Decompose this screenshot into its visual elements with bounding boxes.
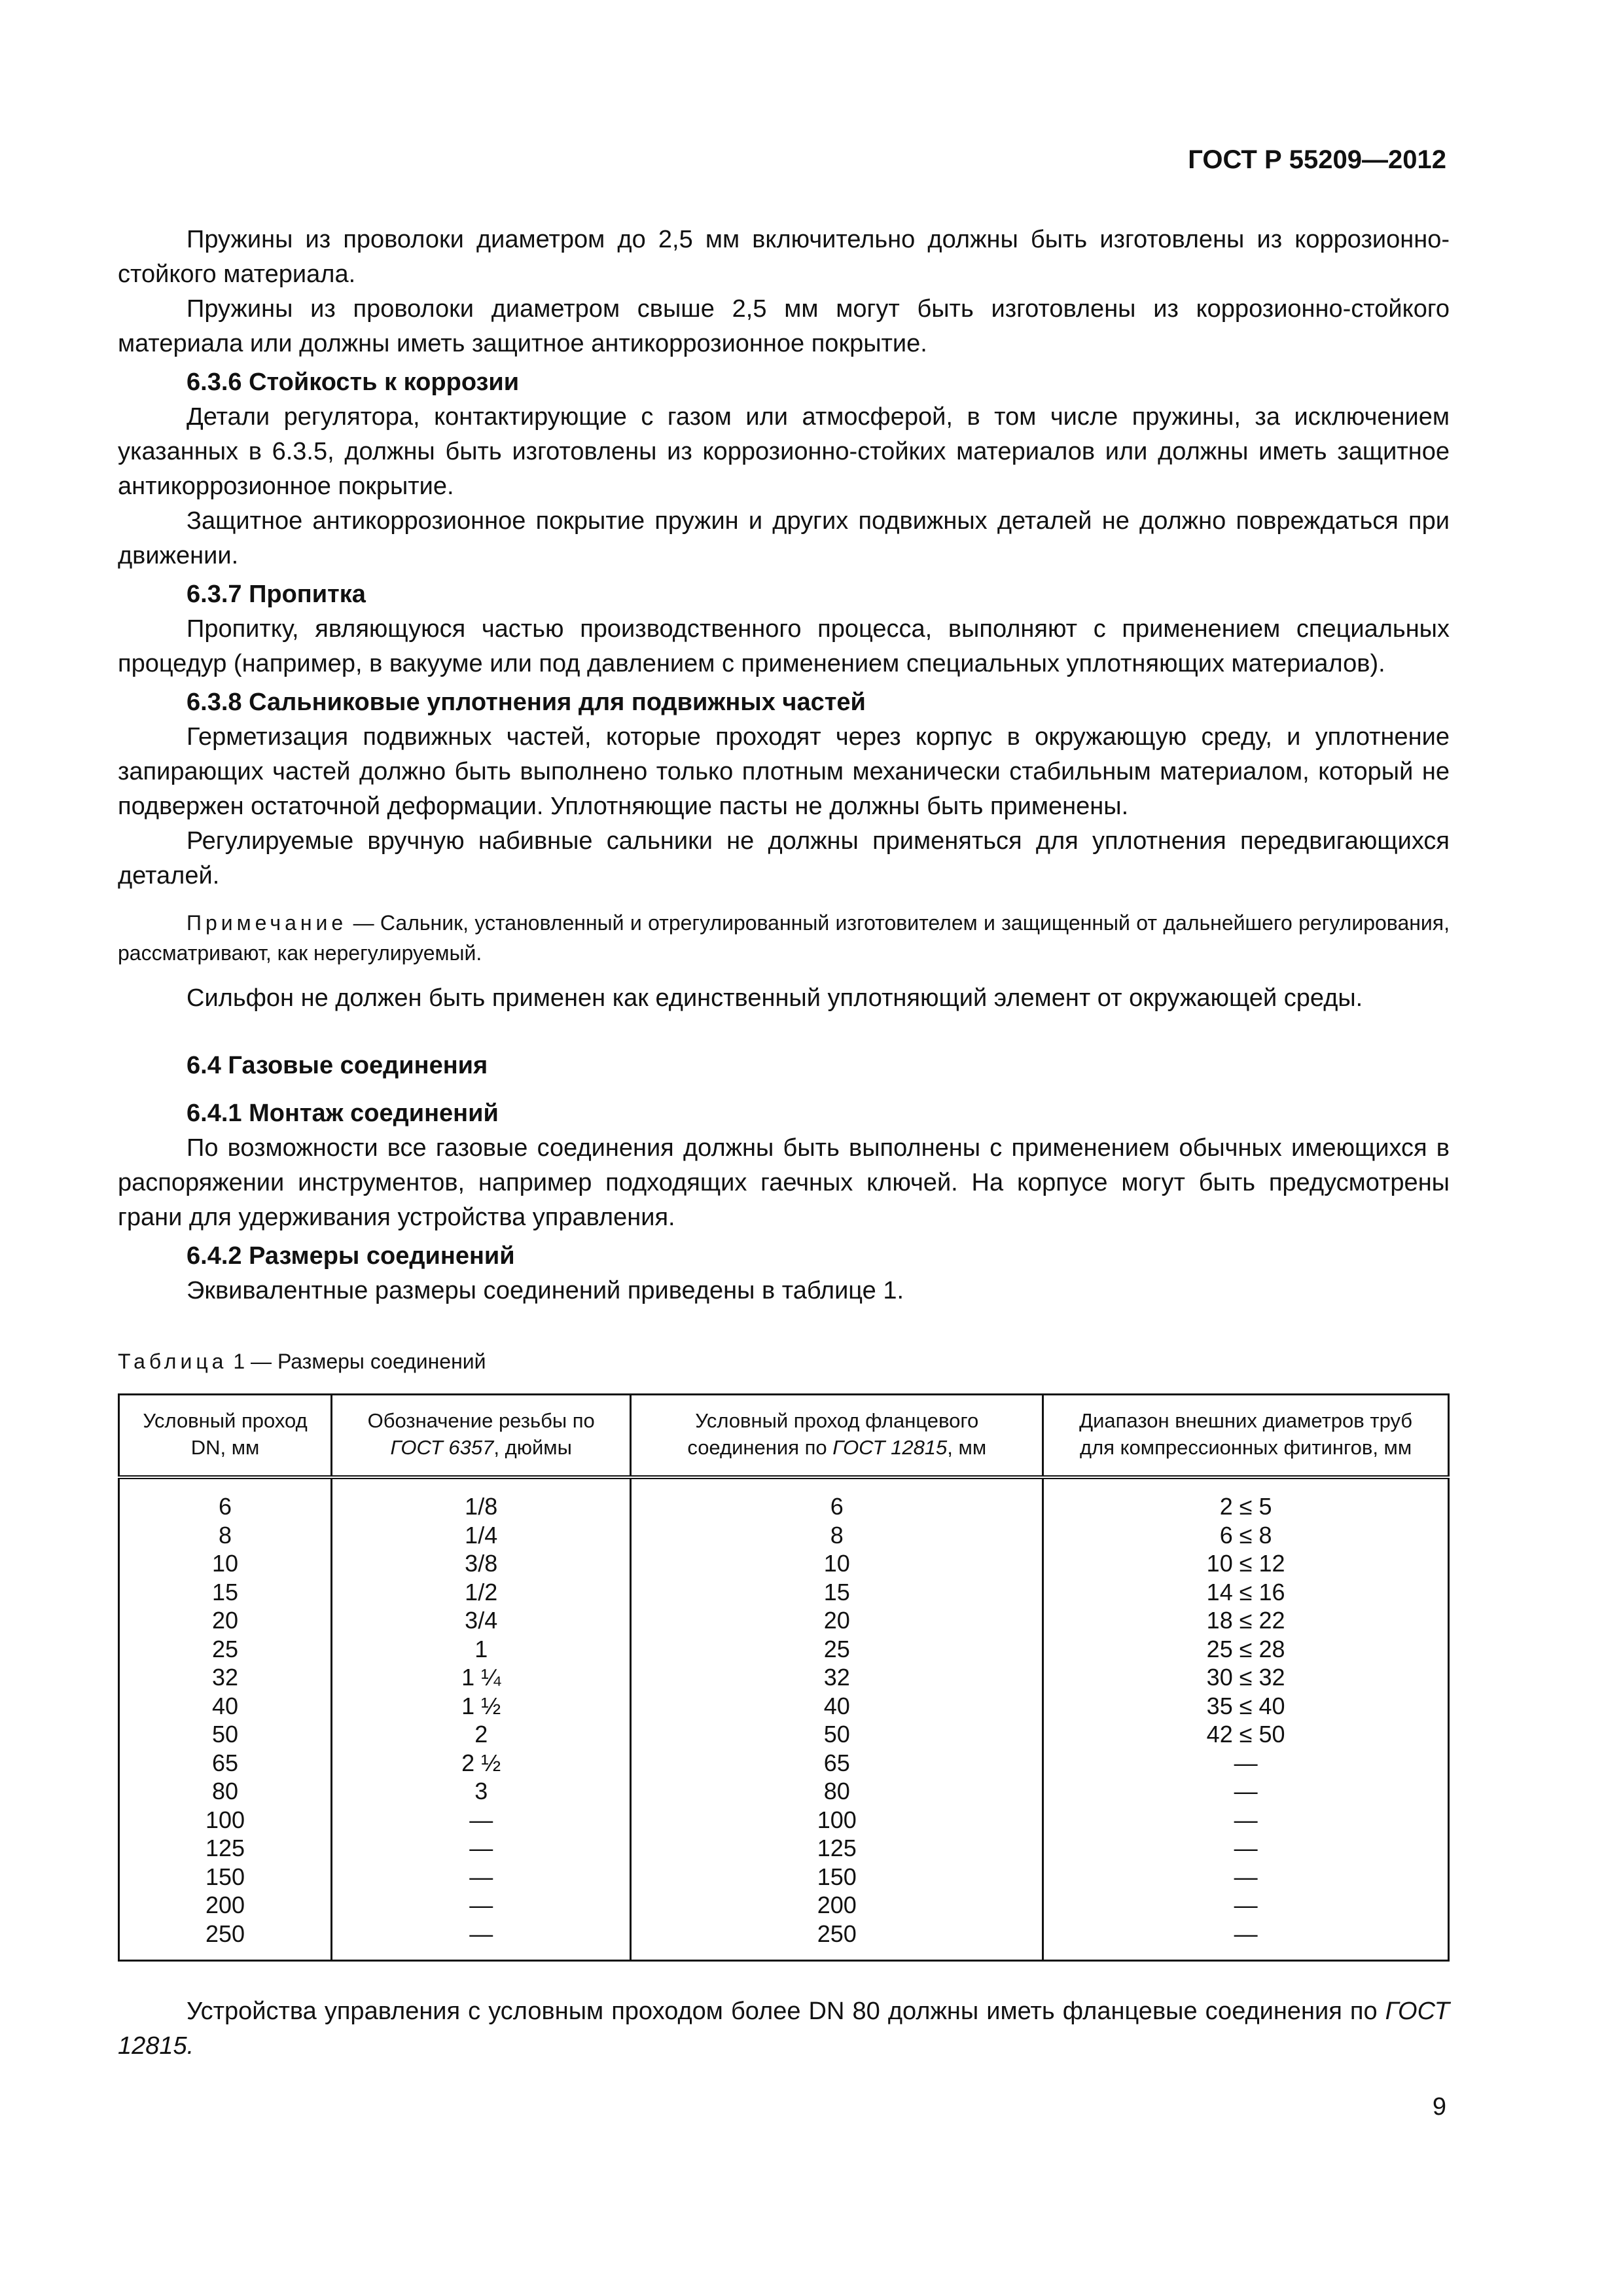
table-row [119, 1521, 1449, 1550]
table-cell: 32 [631, 1663, 1043, 1692]
table-cell: 25 [631, 1635, 1043, 1664]
table-cell: 42 ≤ 50 [1043, 1720, 1449, 1749]
paragraph-glands: Регулируемые вручную набивные сальники не должны применяться для уплотнения передвигающихся деталей. [118, 827, 1450, 889]
heading-6-3-7: 6.3.7 Пропитка [187, 581, 366, 608]
table-cell: — [1043, 1891, 1449, 1920]
table-row [119, 1749, 1449, 1778]
table-cell: — [332, 1920, 631, 1961]
column-header-nominal-bore: Условный проход DN, мм [119, 1395, 332, 1478]
table-caption [118, 1344, 1450, 1379]
table-cell: — [332, 1863, 631, 1892]
table-cell: — [1043, 1777, 1449, 1806]
table-cell: 200 [119, 1891, 332, 1920]
table-cell: 3/8 [332, 1549, 631, 1578]
table-cell: 8 [631, 1521, 1043, 1550]
table-row [119, 1663, 1449, 1692]
table-row [119, 1920, 1449, 1961]
paragraph-springs-large: Пружины из проволоки диаметром свыше 2,5 мм могут быть изготовлены из коррозионно-стойкого материала или должны иметь защитное антикоррозионное покрытие. [118, 295, 1450, 357]
heading-6-4-2: 6.4.2 Размеры соединений [187, 1242, 515, 1270]
table-cell: 32 [119, 1663, 332, 1692]
heading-6-3-8: 6.3.8 Сальниковые уплотнения для подвижных частей [187, 689, 866, 716]
table-row [119, 1891, 1449, 1920]
table-cell: — [332, 1834, 631, 1863]
heading-6-3-6: 6.3.6 Стойкость к коррозии [187, 368, 520, 396]
table-cell: 35 ≤ 40 [1043, 1692, 1449, 1721]
table-row [119, 1578, 1449, 1607]
table-cell: 2 [332, 1720, 631, 1749]
table-cell: — [1043, 1920, 1449, 1961]
table-cell: 6 [631, 1477, 1043, 1521]
paragraph-table-reference: Эквивалентные размеры соединений приведены в таблице 1. [187, 1277, 904, 1304]
table-cell: 1/2 [332, 1578, 631, 1607]
table-cell: 18 ≤ 22 [1043, 1606, 1449, 1635]
page-number: 9 [1432, 2093, 1446, 2121]
table-cell: — [1043, 1834, 1449, 1863]
table-caption-text: 1 — Размеры соединений [227, 1350, 486, 1373]
table-cell: 1 ½ [332, 1692, 631, 1721]
table-cell: 250 [631, 1920, 1043, 1961]
table-cell: 15 [631, 1578, 1043, 1607]
heading-6-4-1: 6.4.1 Монтаж соединений [187, 1100, 499, 1127]
table-cell: 150 [119, 1863, 332, 1892]
table-cell: — [332, 1891, 631, 1920]
note-text: — Сальник, установленный и отрегулированный изготовителем и защищенный от дальнейшего регулирования, рассматривают, как нерегулируемый. [118, 911, 1450, 965]
table-cell: 250 [119, 1920, 332, 1961]
table-row [119, 1863, 1449, 1892]
table-cell: 125 [631, 1834, 1043, 1863]
paragraph-bellows: Сильфон не должен быть применен как единственный уплотняющий элемент от окружающей среды. [187, 984, 1363, 1012]
table-cell: 14 ≤ 16 [1043, 1578, 1449, 1607]
table-cell: 6 [119, 1477, 332, 1521]
table-cell: 20 [119, 1606, 332, 1635]
table-cell: 6 ≤ 8 [1043, 1521, 1449, 1550]
table-body [119, 1477, 1449, 1961]
standard-reference: ГОСТ 12815. [118, 1998, 1450, 2060]
note-label: Примечание [187, 911, 348, 935]
table-header-row [119, 1395, 1449, 1478]
table-cell: 1/8 [332, 1477, 631, 1521]
paragraph-corrosion-coating: Защитное антикоррозионное покрытие пружин и других подвижных деталей не должно повреждаться при движении. [118, 507, 1450, 569]
table-cell: 50 [119, 1720, 332, 1749]
table-cell: 20 [631, 1606, 1043, 1635]
table-cell: 1/4 [332, 1521, 631, 1550]
table-row [119, 1549, 1449, 1578]
table-row [119, 1692, 1449, 1721]
table-cell: 40 [631, 1692, 1043, 1721]
paragraph-flange-requirement: Устройства управления с условным проходом более DN 80 должны иметь фланцевые соединения по ГОСТ 12815. [118, 1998, 1450, 2060]
table-cell: 8 [119, 1521, 332, 1550]
table-cell: 200 [631, 1891, 1043, 1920]
table-cell: 2 ≤ 5 [1043, 1477, 1449, 1521]
table-cell: 2 ½ [332, 1749, 631, 1778]
table-cell: — [1043, 1806, 1449, 1835]
note [118, 908, 1450, 968]
table-cell: 65 [119, 1749, 332, 1778]
table-cell: 15 [119, 1578, 332, 1607]
column-header-flange: Условный проход фланцевого соединения по ГОСТ 12815, мм [631, 1395, 1043, 1478]
table-row [119, 1834, 1449, 1863]
table-cell: 100 [631, 1806, 1043, 1835]
table-cell: 150 [631, 1863, 1043, 1892]
table-cell: 80 [119, 1777, 332, 1806]
table-cell: 65 [631, 1749, 1043, 1778]
table-cell: 3 [332, 1777, 631, 1806]
paragraph-sealing: Герметизация подвижных частей, которые проходят через корпус в окружающую среду, и уплотнение запирающих частей должно быть выполнено только плотным механически стабильным материалом, который не подвержен остаточной деформации. Уплотняющие пасты не должны быть применены. [118, 723, 1450, 820]
table-cell: 10 [631, 1549, 1043, 1578]
table-row [119, 1635, 1449, 1664]
table-cell: 100 [119, 1806, 332, 1835]
table-cell: 40 [119, 1692, 332, 1721]
table-caption-label: Таблица [118, 1350, 228, 1373]
column-header-thread: Обозначение резьбы по ГОСТ 6357, дюймы [332, 1395, 631, 1478]
paragraph-springs-small: Пружины из проволоки диаметром до 2,5 мм включительно должны быть изготовлены из коррозионно-стойкого материала. [118, 226, 1450, 288]
table-cell: 50 [631, 1720, 1043, 1749]
paragraph-impregnation: Пропитку, являющуюся частью производственного процесса, выполняют с применением специальных процедур (например, в вакууме или под давлением с применением специальных уплотняющих материалов). [118, 615, 1450, 677]
table-row [119, 1777, 1449, 1806]
table-cell: 3/4 [332, 1606, 631, 1635]
table-cell: 125 [119, 1834, 332, 1863]
table-cell: — [1043, 1863, 1449, 1892]
table-cell: — [1043, 1749, 1449, 1778]
table-cell: 30 ≤ 32 [1043, 1663, 1449, 1692]
table-cell: 10 [119, 1549, 332, 1578]
table-cell: 10 ≤ 12 [1043, 1549, 1449, 1578]
table-row [119, 1720, 1449, 1749]
table-cell: 25 ≤ 28 [1043, 1635, 1449, 1664]
table-cell: 1 ¼ [332, 1663, 631, 1692]
connection-sizes-table [118, 1393, 1450, 1962]
document-body [118, 223, 1450, 2064]
paragraph-corrosion-parts: Детали регулятора, контактирующие с газом или атмосферой, в том числе пружины, за исключением указанных в 6.3.5, должны быть изготовлены из коррозионно-стойких материалов или должны иметь защитное антикоррозионное покрытие. [118, 403, 1450, 500]
table-cell: 25 [119, 1635, 332, 1664]
table-cell: — [332, 1806, 631, 1835]
table-row [119, 1606, 1449, 1635]
paragraph-assembly: По возможности все газовые соединения должны быть выполнены с применением обычных имеющихся в распоряжении инструментов, например подходящих гаечных ключей. На корпусе могут быть предусмотрены грани для удерживания устройства управления. [118, 1134, 1450, 1231]
heading-6-4: 6.4 Газовые соединения [187, 1052, 488, 1079]
document-header: ГОСТ Р 55209—2012 [1188, 145, 1446, 174]
table-cell: 80 [631, 1777, 1043, 1806]
table-row [119, 1477, 1449, 1521]
table-cell: 1 [332, 1635, 631, 1664]
column-header-pipe-diameter: Диапазон внешних диаметров труб для компрессионных фитингов, мм [1043, 1395, 1449, 1478]
table-row [119, 1806, 1449, 1835]
